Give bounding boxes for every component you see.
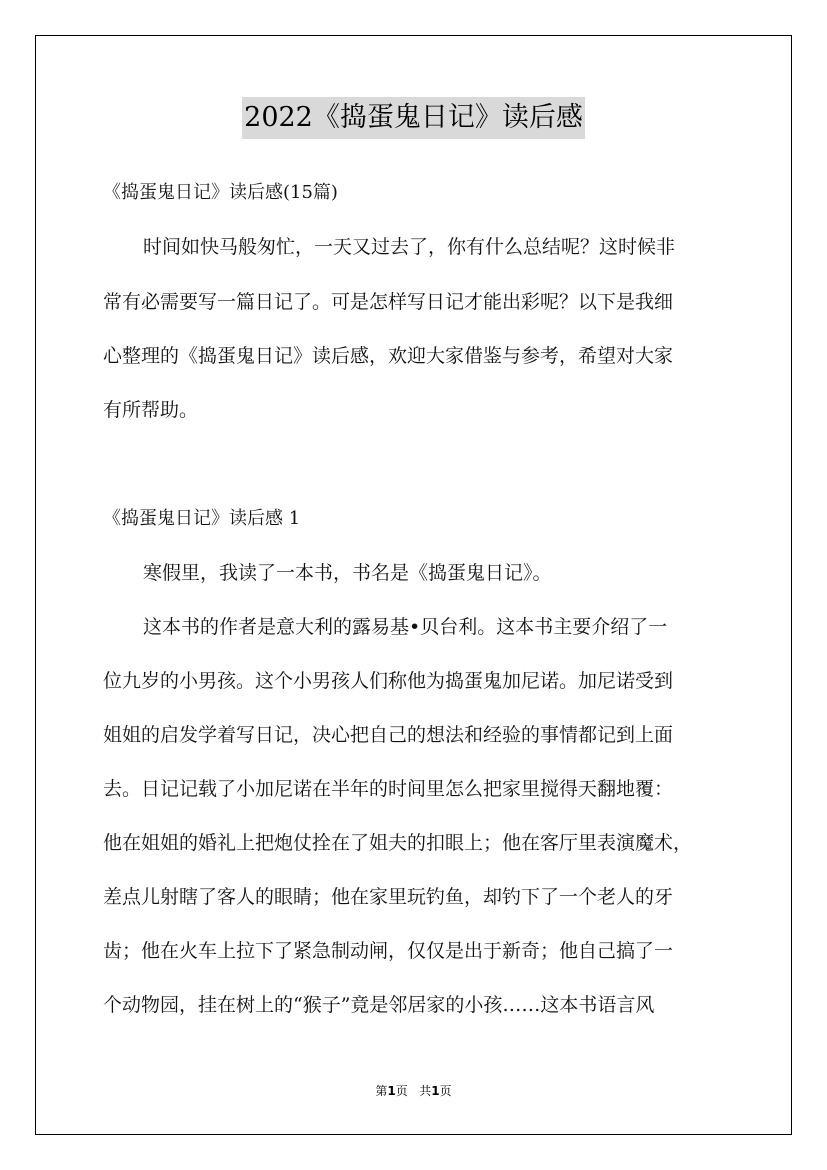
paragraph-line: 差点儿射瞎了客人的眼睛；他在家里玩钓鱼，却钓下了一个老人的牙 [103,886,674,908]
paragraph-line: 个动物园，挂在树上的“猴子”竟是邻居家的小孩……这本书语言风 [103,994,655,1016]
intro-line: 时间如快马般匆忙，一天又过去了，你有什么总结呢？这时候非 [143,236,676,258]
total-label-suffix: 页 [439,1084,452,1098]
intro-line: 常有必需要写一篇日记了。可是怎样写日记才能出彩呢？以下是我细 [103,291,674,313]
intro-line: 心整理的《捣蛋鬼日记》读后感，欢迎大家借鉴与参考，希望对大家 [103,345,674,367]
paragraph-line: 齿；他在火车上拉下了紧急制动闸，仅仅是出于新奇；他自己搞了一 [103,940,674,962]
total-pages: 1 [431,1084,440,1098]
paragraph-line: 去。日记记载了小加尼诺在半年的时间里怎么把家里搅得天翻地覆： [103,778,674,800]
paragraph-line: 姐姐的启发学着写日记，决心把自己的想法和经验的事情都记到上面 [103,724,674,746]
document-title: 2022《捣蛋鬼日记》读后感 [242,97,585,139]
intro-line: 有所帮助。 [103,399,199,421]
paragraph-line: 这本书的作者是意大利的露易基•贝台利。这本书主要介绍了一 [143,616,668,638]
page-number: 1 [387,1084,396,1098]
page-label-prefix: 第 [375,1084,388,1098]
paragraph-line: 他在姐姐的婚礼上把炮仗拴在了姐夫的扣眼上；他在客厅里表演魔术， [103,832,693,854]
paragraph-line: 位九岁的小男孩。这个小男孩人们称他为捣蛋鬼加尼诺。加尼诺受到 [103,670,674,692]
paragraph-line: 寒假里，我读了一本书，书名是《捣蛋鬼日记》。 [143,562,552,584]
page-footer [0,1082,827,1099]
section-heading: 《捣蛋鬼日记》读后感 1 [103,508,301,529]
document-subtitle: 《捣蛋鬼日记》读后感(15篇) [103,182,338,203]
total-label-prefix: 共 [419,1084,432,1098]
page-label-suffix: 页 [395,1084,408,1098]
title-container [0,97,827,139]
